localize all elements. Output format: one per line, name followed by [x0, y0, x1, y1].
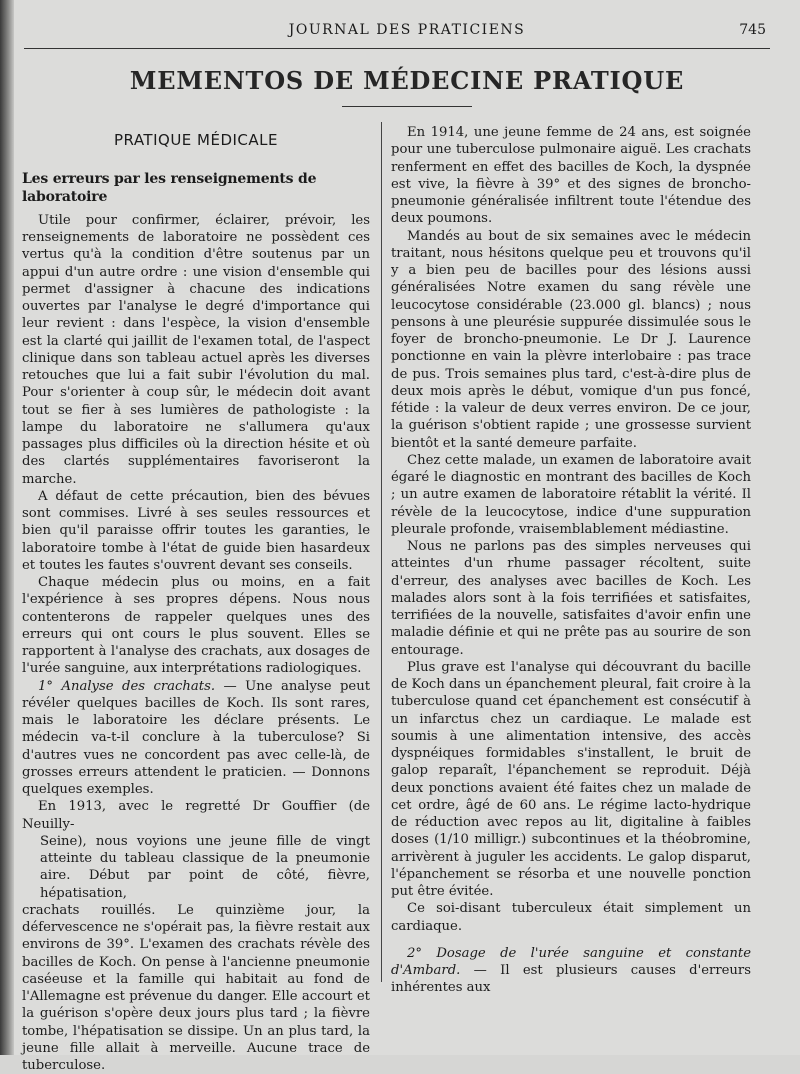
paragraph: En 1913, avec le regretté Dr Gouffier (de Neuilly-	[22, 799, 370, 832]
item-text: — Il est plusieurs causes d'erreurs inhérentes aux	[391, 963, 751, 996]
left-column	[22, 124, 370, 1074]
paragraph	[391, 945, 751, 997]
right-column	[391, 124, 751, 997]
paragraph-indented: Seine), nous voyions une jeune fille de vingt atteinte du tableau classique de la pneumonie aire. Début par point de côté, fièvre, hépatisation,	[40, 833, 370, 901]
paragraph: Mandés au bout de six semaines avec le médecin traitant, nous hésitons quelque peu et trouvons qu'il y a bien peu de bacilles pour des lésions aussi généralisées Notre examen du sang révèle une leucocytose considérable (23.000 gl. blancs) ; nous pensons à une pleurésie suppurée dissimulée sous le foyer de broncho-pneumonie. Le Dr J. Laurence ponctionne en vain la plèvre interlobaire : pas trace de pus. Trois semaines plus tard, c'est-à-dire plus de deux mois après le début, vomique d'un pus foncé, fétide : la valeur de deux verres environ. De ce jour, la guérison s'obtient rapide ; une grossesse survient bientôt et la santé demeure parfaite.	[391, 228, 751, 451]
paragraph: Chez cette malade, un examen de laboratoire avait égaré le diagnostic en montrant des bacilles de Koch ; un autre examen de laboratoire rétablit la vérité. Il révèle de la leucocytose, indice d'une suppuration pleurale profonde, vraisemblablement médiastine.	[391, 452, 751, 537]
subsection-title: Les erreurs par les renseignements de laboratoire	[22, 171, 317, 205]
section-title: PRATIQUE MÉDICALE	[113, 131, 279, 149]
header-rule	[24, 48, 770, 49]
paragraph: Chaque médecin plus ou moins, en a fait l'expérience à ses propres dépens. Nous nous contenterons de rappeler quelques unes des erreurs qui ont cours le plus souvent. Elles se rapportent à l'analyse des crachats, aux dosages de l'urée sanguine, aux interprétations radiologiques.	[22, 575, 370, 677]
paragraph	[22, 678, 370, 799]
paragraph: crachats rouillés. Le quinzième jour, la défervescence ne s'opérait pas, la fièvre restait aux environs de 39°. L'examen des crachats révèle des bacilles de Koch. On pense à l'ancienne pneumonie caséeuse et la famille qui habitait au fond de l'Allemagne est prévenue du danger. Elle accourt et la guérison s'opère deux jours plus tard ; la fièvre tombe, l'hépatisation se dissipe. Un an plus tard, la jeune fille allait à merveille. Aucune trace de tuberculose.	[22, 902, 370, 1073]
article-title: MEMENTOS DE MÉDECINE PRATIQUE	[129, 66, 685, 95]
item-label: 1° Analyse des crachats.	[38, 678, 216, 694]
paragraph: Plus grave est l'analyse qui découvrant du bacille de Koch dans un épanchement pleural, fait croire à la tuberculose quand cet épanchement est consécutif à un infarctus chez un cardiaque. Le malade est soumis à une alimentation intensive, des accès dyspnéiques formidables s'installent, le bruit de galop reparaît, l'épanchement se reproduit. Déjà deux ponctions avaient été faites chez un malade de cet ordre, âgé de 60 ans. Le régime lacto-hydrique de réduction avec repos au lit, digitaline à faibles doses (1/10 milligr.) subcontinues et la théobromine, arrivèrent à juguler les accidents. Le galop disparut, l'épanchement se résorba et une nouvelle ponction put être évitée.	[391, 659, 751, 899]
paragraph: Ce soi-disant tuberculeux était simplement un cardiaque.	[391, 901, 751, 934]
paragraph: A défaut de cette précaution, bien des bévues sont commises. Livré à ses seules ressources et bien qu'il paraisse offrir toutes les garanties, le laboratoire tombe à l'état de guide bien hasardeux et toutes les fautes s'ouvrent devant ses conseils.	[22, 488, 370, 573]
item-text: — Une analyse peut révéler quelques bacilles de Koch. Ils sont rares, mais le laboratoire les déclare présents. Le médecin va-t-il conclure à la tuberculose? Si d'autres vues ne concordent pas avec celle-là, de grosses erreurs attendent le praticien. — Donnons quelques exemples.	[22, 678, 370, 797]
journal-page	[14, 0, 800, 1073]
page-header	[14, 22, 800, 42]
paragraph: Utile pour confirmer, éclairer, prévoir, les renseignements de laboratoire ne possèdent ces vertus qu'à la condition d'être soutenus par un appui d'un autre ordre : une vision d'ensemble qui permet d'assigner à chacune des indications ouvertes par l'analyse le degré d'importance qui leur revient : dans l'espèce, la vision d'ensemble est la clarté qui jaillit de l'examen total, de l'aspect clinique dans son tableau actuel après les diverses retouches que lui a fait subir l'évolution du mal. Pour s'orienter à coup sûr, le médecin doit avant tout se fier à ses lumières de pathologiste : la lampe du laboratoire ne s'allumera qu'aux passages plus difficiles où la direction hésite et où des clartés supplémentaires favoriseront la marche.	[22, 212, 370, 487]
spacer	[391, 935, 751, 945]
title-rule	[342, 106, 472, 107]
paragraph: En 1914, une jeune femme de 24 ans, est soignée pour une tuberculose pulmonaire aiguë. Les crachats renferment en effet des bacilles de Koch, la dyspnée est vive, la fièvre à 39° et des signes de broncho-pneumonie généralisée infiltrent toute l'étendue des deux poumons.	[391, 125, 751, 227]
page-binding	[0, 0, 14, 1055]
page-number: 745	[739, 22, 766, 38]
column-divider	[381, 122, 382, 982]
paragraph: Nous ne parlons pas des simples nerveuses qui atteintes d'un rhume passager récoltent, suite d'erreur, des analyses avec bacilles de Koch. Les malades alors sont à la fois terrifiées et satisfaites, terrifiées de la nouvelle, satisfaites d'avoir enfin une maladie définie et qui ne prête pas au sourire de son entourage.	[391, 539, 751, 658]
journal-title: JOURNAL DES PRATICIENS	[288, 22, 526, 38]
item-label: 2° Dosage de l'urée sanguine et constante d'Ambard.	[391, 945, 751, 978]
